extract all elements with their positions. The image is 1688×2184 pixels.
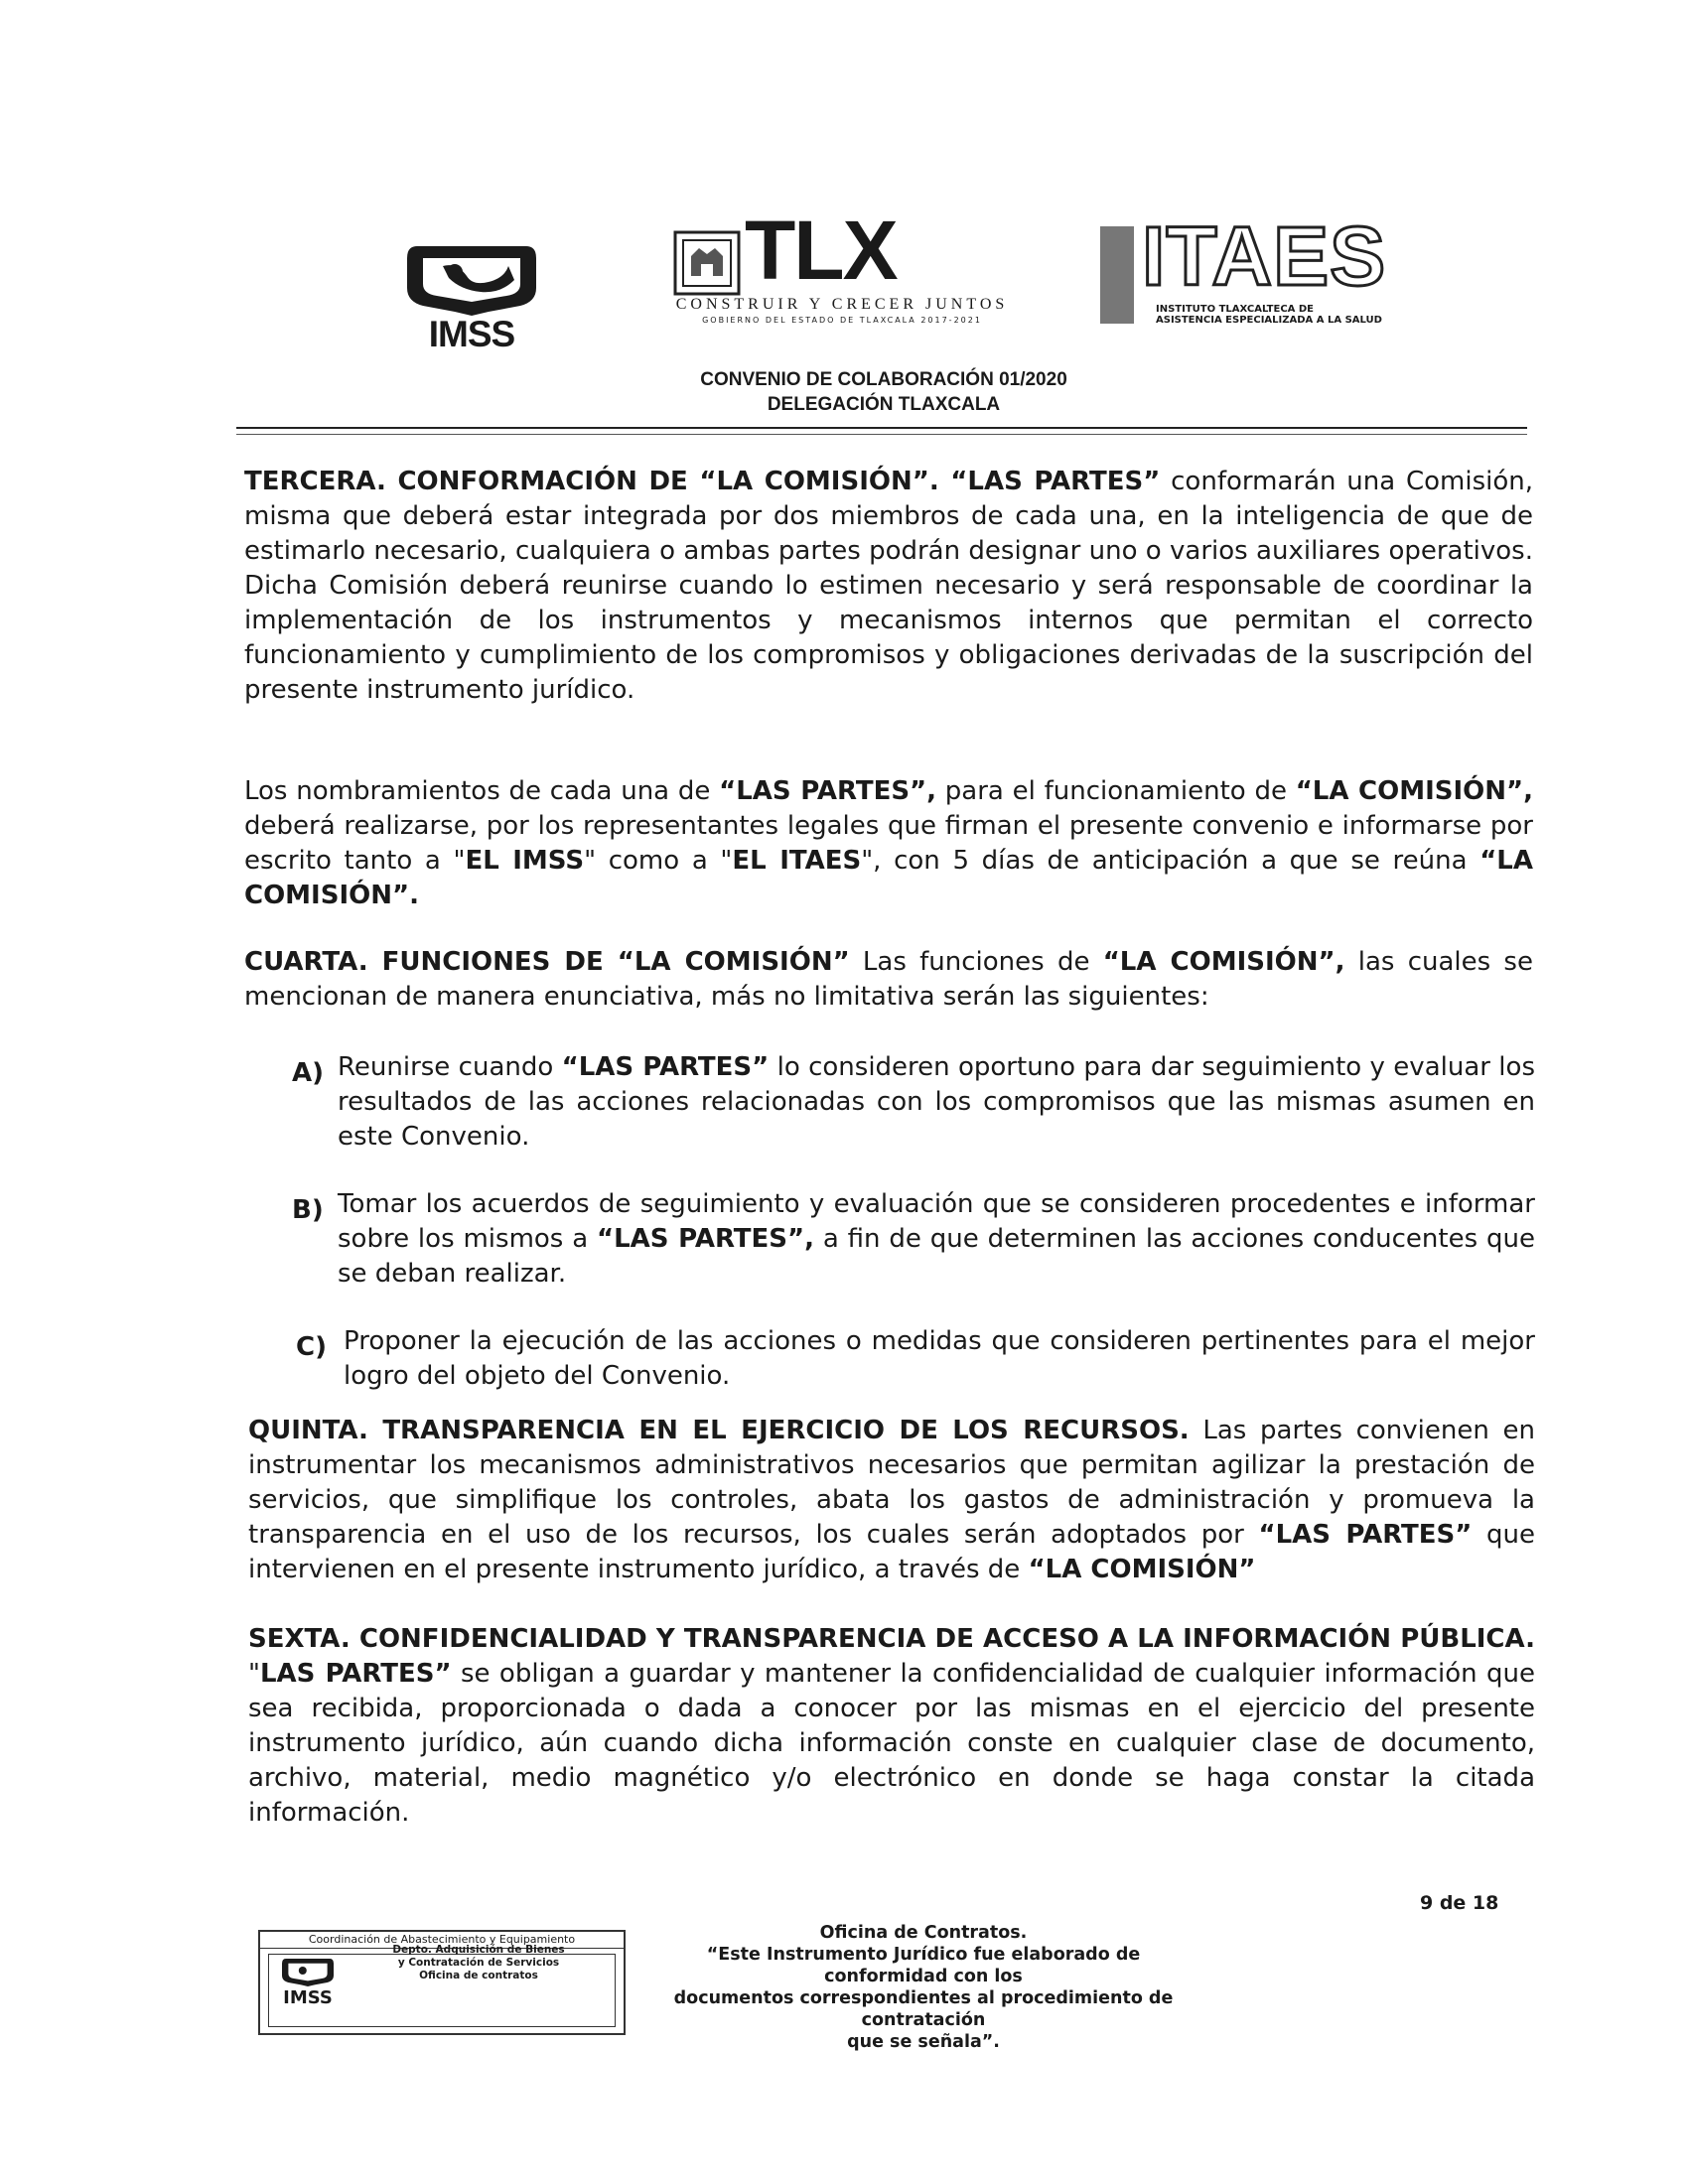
text-run-bold: LAS PARTES”: [259, 1659, 452, 1689]
text-run-bold: EL IMSS: [465, 846, 585, 876]
text-run: " como a ": [584, 846, 733, 876]
itaes-subtitle-line2: ASISTENCIA ESPECIALIZADA A LA SALUD: [1156, 315, 1382, 326]
clause-quinta-heading: QUINTA. TRANSPARENCIA EN EL EJERCICIO DE LOS RECURSOS.: [248, 1416, 1190, 1445]
footer-note-line: que se señala”.: [847, 2032, 1000, 2052]
text-run: Las partes convienen en instrumentar los mecanismos administrativos necesarios que permitan agilizar la prestación de servicios, que simplifique los controles, abata los gastos de administración y promueva la transparencia en el uso de los recursos, los cuales serán adoptados por: [248, 1416, 1535, 1550]
tlx-logo: [673, 204, 1011, 330]
text-run-bold: “LA COMISIÓN”,: [1102, 947, 1345, 977]
imss-eagle-icon: [278, 1954, 338, 1987]
itaes-bar-icon: [1100, 226, 1134, 324]
clause-tercera: [244, 465, 1533, 708]
stamp-logo-text: IMSS: [283, 1987, 333, 2008]
imss-logo-text: IMSS: [428, 314, 515, 354]
text-run-bold: “LA COMISIÓN”,: [1295, 776, 1533, 806]
text-run-bold: “LA COMISIÓN”: [1028, 1555, 1256, 1584]
text-run: ": [248, 1659, 260, 1689]
text-run-bold: “LA COMISIÓN”.: [244, 846, 1533, 910]
text-run-bold: “LAS PARTES”: [1258, 1520, 1473, 1550]
tlx-slogan: CONSTRUIR Y CRECER JUNTOS: [675, 296, 1009, 313]
document-title: CONVENIO DE COLABORACIÓN 01/2020: [700, 369, 1067, 390]
item-c-label: C): [296, 1332, 327, 1362]
footer-note: [655, 1944, 1192, 2053]
stamp-line: Oficina de contratos: [419, 1970, 538, 1981]
text-run: deberá realizarse, por los representantes legales que firman el presente convenio e informarse por escrito tanto a ": [244, 811, 1533, 876]
stamp-text: [369, 1944, 588, 1982]
text-run-bold: “LAS PARTES”,: [597, 1224, 814, 1254]
clause-sexta: [248, 1622, 1535, 1831]
imss-eagle-icon: [397, 236, 546, 316]
footer-office-title: Oficina de Contratos.: [819, 1923, 1028, 1943]
stamp-line: y Contratación de Servicios: [397, 1957, 560, 1969]
text-run-bold: “LAS PARTES”: [561, 1052, 770, 1082]
text-run: ", con 5 días de anticipación a que se reúna: [861, 846, 1480, 876]
item-a-label: A): [292, 1058, 325, 1088]
itaes-logo-text: ITAES: [1142, 209, 1387, 303]
stamp-imss-logo: [278, 1954, 338, 2007]
stamp-header: Coordinación de Abastecimiento y Equipamiento: [260, 1932, 624, 1949]
item-c: Proponer la ejecución de las acciones o medidas que consideren pertinentes para el mejor logro del objeto del Convenio.: [344, 1326, 1535, 1391]
text-run: Las funciones de: [849, 947, 1103, 977]
text-run: para el funcionamiento de: [936, 776, 1296, 806]
document-subtitle: DELEGACIÓN TLAXCALA: [767, 394, 1001, 415]
stamp-line: Depto. Adquisición de Bienes: [392, 1944, 565, 1956]
text-run: Reunirse cuando: [338, 1052, 562, 1082]
clause-quinta: [248, 1414, 1535, 1587]
office-stamp: [258, 1930, 626, 2035]
clause-cuarta: [244, 945, 1533, 1015]
text-run: Tomar los acuerdos de seguimiento y evaluación que se consideren procedentes e informar sobre los mismos a: [338, 1189, 1535, 1254]
text-run-bold: EL ITAES: [732, 846, 862, 876]
text-run: Los nombramientos de cada una de: [244, 776, 720, 806]
paragraph-nombramientos: [244, 774, 1533, 913]
tlx-logo-text: TLX: [745, 204, 897, 297]
header-divider: [236, 427, 1527, 429]
item-b: [338, 1187, 1535, 1292]
item-b-label: B): [292, 1195, 324, 1225]
text-run: que intervienen en el presente instrumento jurídico, a través de: [248, 1520, 1535, 1584]
tlx-government-text: GOBIERNO DEL ESTADO DE TLAXCALA 2017-2021: [702, 316, 982, 325]
clause-tercera-heading: TERCERA. CONFORMACIÓN DE “LA COMISIÓN”. “LAS PARTES”: [244, 467, 1161, 496]
clause-tercera-text: conformarán una Comisión, misma que deberá estar integrada por dos miembros de cada una, en la inteligencia de que de estimarlo necesario, cualquiera o ambas partes podrán designar uno o varios auxiliares operativos. Dicha Comisión deberá reunirse cuando lo estimen necesario y será responsable de coordinar la implementación de los instrumentos y mecanismos internos que permitan el correcto funcionamiento y cumplimiento de los compromisos y obligaciones derivadas de la suscripción del presente instrumento jurídico.: [244, 467, 1533, 705]
text-run: se obligan a guardar y mantener la confidencialidad de cualquier información que sea recibida, proporcionada o dada a conocer por las mismas en el ejercicio del presente instrumento jurídico, aún cuando dicha información conste en cualquier clase de documento, archivo, material, medio magnético y/o electrónico en donde se haga constar la citada información.: [248, 1659, 1536, 1828]
imss-logo: [397, 236, 546, 354]
text-run: a fin de que determinen las acciones conducentes que se deban realizar.: [338, 1224, 1535, 1289]
header-divider-thin: [236, 434, 1527, 435]
clause-cuarta-heading: CUARTA. FUNCIONES DE “LA COMISIÓN”: [244, 947, 850, 977]
footer-note-line: documentos correspondientes al procedimiento de contratación: [673, 1988, 1174, 2030]
clause-sexta-heading: SEXTA. CONFIDENCIALIDAD Y TRANSPARENCIA DE ACCESO A LA INFORMACIÓN PÚBLICA.: [248, 1624, 1535, 1654]
itaes-subtitle: [1156, 304, 1382, 326]
footer-note-line: “Este Instrumento Jurídico fue elaborado de conformidad con los: [706, 1945, 1141, 1986]
text-run-bold: “LAS PARTES”,: [719, 776, 937, 806]
item-a: [338, 1050, 1535, 1155]
tlaxcala-crest-icon: [673, 230, 741, 296]
text-run: las cuales se mencionan de manera enunciativa, más no limitativa serán las siguientes:: [244, 947, 1533, 1012]
page-number: 9 de 18: [1420, 1892, 1499, 1914]
text-run: lo consideren oportuno para dar seguimiento y evaluar los resultados de las acciones relacionadas con los compromisos que las mismas asumen en este Convenio.: [338, 1052, 1535, 1152]
itaes-logo: [1100, 209, 1418, 326]
itaes-subtitle-line1: INSTITUTO TLAXCALTECA DE: [1156, 304, 1315, 315]
